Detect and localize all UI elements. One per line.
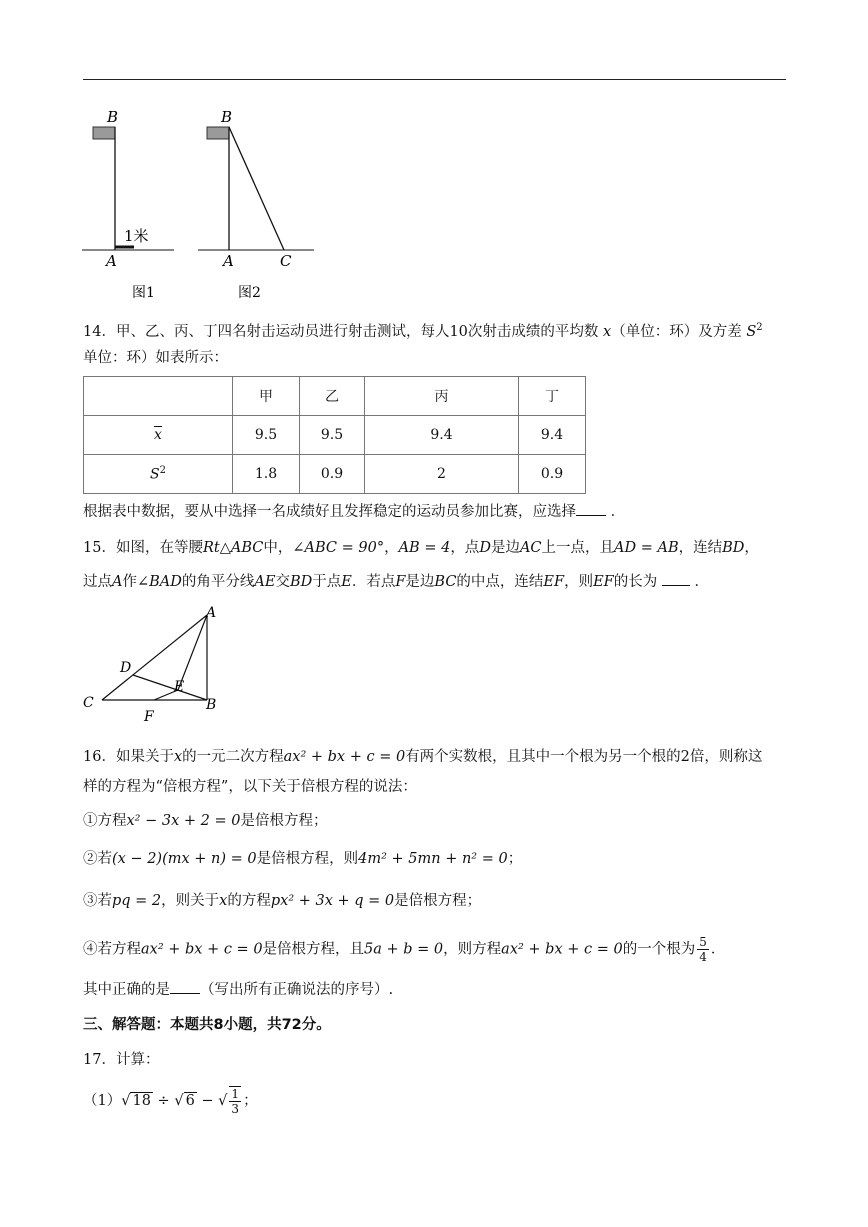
- fig1-caption: 图1: [132, 285, 155, 301]
- tri-label-C: C: [83, 695, 94, 711]
- tri-label-B: B: [206, 697, 217, 713]
- figure-1: [82, 108, 174, 301]
- q15-triangle-figure: [78, 605, 228, 725]
- q14-line2: 单位：环）如表所示：: [83, 350, 228, 366]
- flag-1: [93, 127, 115, 139]
- q16-statement-2: ②若(x − 2)(mx + n) = 0是倍根方程，则4m² + 5mn + n² = 0；: [83, 851, 523, 867]
- fig2-label-A: A: [223, 252, 234, 270]
- flag-2: [207, 127, 229, 139]
- q17-part1: （1）√ 18 ÷ √ 6 − √ $\frac{1}{3}$ ；: [83, 1087, 258, 1116]
- fig2-caption: 图2: [238, 285, 261, 301]
- q15-line2: 过点A作∠BAD的角平分线AE交BD于点E．若点F是边BC的中点，连结EF，则EF的长为 ．: [83, 571, 709, 592]
- q16-statement-4: ④若方程ax² + bx + c = 0是倍根方程，且5a + b = 0，则方程ax² + bx + c = 0的一个根为 $\frac{5}{4}$ ．: [83, 935, 726, 964]
- fig1-label-B: B: [107, 108, 119, 126]
- fig1-label-A: A: [106, 252, 117, 270]
- tri-label-A: A: [206, 605, 217, 621]
- q15-answer-blank: [662, 571, 690, 586]
- fraction-5-4: $\frac{5}{4}$: [699, 935, 707, 964]
- q16-statement-3: ③若pq = 2，则关于x的方程px² + 3x + q = 0是倍根方程；: [83, 893, 482, 909]
- tri-label-E: E: [174, 679, 185, 695]
- q16-answer-line: 其中正确的是 （写出所有正确说法的序号）.: [83, 979, 393, 1000]
- q14-question: 根据表中数据，要从中选择一名成绩好且发挥稳定的运动员参加比赛，应选择 ．: [83, 501, 625, 522]
- fig2-label-C: C: [280, 252, 292, 270]
- q17-title: 17．计算：: [83, 1052, 160, 1068]
- q16-line2: 样的方程为“倍根方程”，以下关于倍根方程的说法：: [83, 779, 417, 795]
- q16-answer-blank: [170, 979, 200, 994]
- table-row-variance: $S^2$ 1.8 0.9 2 0.9: [84, 455, 586, 494]
- header-rule: [83, 79, 786, 80]
- fig1-dim-label: 1米: [124, 227, 149, 245]
- fig2-label-B: B: [221, 108, 233, 126]
- tri-label-F: F: [144, 709, 154, 725]
- flagpole-figures: [78, 104, 328, 304]
- q14-score-table: [83, 376, 586, 494]
- q14-line1: 14．甲、乙、丙、丁四名射击运动员进行射击测试，每人10次射击成绩的平均数 x（单位：环）及方差 $S^2$: [83, 322, 763, 340]
- section-3-heading: 三、解答题：本题共8小题，共72分。: [83, 1017, 331, 1033]
- tri-label-D: D: [120, 660, 132, 676]
- figure-2: [198, 108, 314, 301]
- table-row-mean: $\overline{x}$ 9.5 9.5 9.4 9.4: [84, 416, 586, 455]
- q16-line1: 16．如果关于x的一元二次方程ax² + bx + c = 0有两个实数根，且其中一个根为另一个根的2倍，则称这: [83, 749, 763, 765]
- q14-answer-blank: [576, 501, 606, 516]
- q16-statement-1: ①方程x² − 3x + 2 = 0是倍根方程；: [83, 813, 328, 829]
- q15-line1: 15．如图，在等腰Rt△ABC中，∠ABC = 90°，AB = 4，点D是边AC上一点，且AD = AB，连结BD，: [83, 540, 759, 556]
- table-header-row: 甲 乙 丙 丁: [84, 377, 586, 416]
